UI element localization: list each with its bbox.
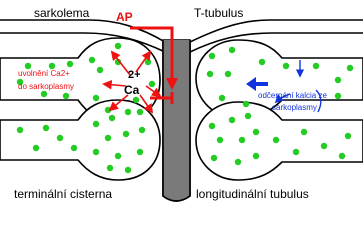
longitudinal-tubule-label: longitudinální tubulus	[196, 187, 309, 201]
t-tubule-label: T-tubulus	[194, 6, 244, 20]
calcium-dot	[253, 129, 259, 135]
calcium-dot	[347, 65, 353, 71]
calcium-dot	[93, 149, 99, 155]
calcium-ion-charge: 2+	[128, 69, 141, 81]
calcium-dot	[149, 81, 155, 87]
calcium-dot	[137, 149, 143, 155]
calcium-release-label-line2: do sarkoplasmy	[18, 82, 75, 91]
calcium-dot	[335, 93, 341, 99]
calcium-dot	[245, 113, 251, 119]
calcium-dot	[139, 127, 145, 133]
calcium-dot	[137, 109, 143, 115]
calcium-dot	[17, 127, 23, 133]
sarcolemma-label: sarkolema	[34, 6, 90, 20]
calcium-dot	[89, 57, 95, 63]
calcium-dot	[43, 125, 49, 131]
calcium-pumping-label-line1: odčerpání kalcia ze	[258, 91, 327, 100]
calcium-dot	[335, 77, 341, 83]
calcium-dot	[229, 117, 235, 123]
calcium-dot	[243, 101, 249, 107]
calcium-dot	[63, 93, 69, 99]
calcium-dot	[93, 121, 99, 127]
calcium-dot	[115, 43, 121, 49]
calcium-dot	[273, 137, 279, 143]
calcium-dot	[67, 61, 73, 67]
calcium-dot	[145, 59, 151, 65]
calcium-dot	[293, 149, 299, 155]
calcium-dot	[125, 109, 131, 115]
terminal-cisterna-lower-left	[0, 100, 160, 180]
calcium-dot	[283, 63, 289, 69]
calcium-dot	[225, 71, 231, 77]
calcium-dot	[211, 155, 217, 161]
calcium-dot	[301, 129, 307, 135]
calcium-dot	[217, 137, 223, 143]
calcium-dot	[33, 145, 39, 151]
calcium-pumping-label-line2: sarkoplasmy	[272, 103, 317, 112]
calcium-dot	[345, 133, 351, 139]
calcium-dot	[125, 167, 131, 173]
action-potential-label: AP	[116, 10, 133, 24]
calcium-dot	[219, 95, 225, 101]
calcium-dot	[253, 153, 259, 159]
calcium-dot	[105, 135, 111, 141]
calcium-dot	[109, 115, 115, 121]
calcium-dot	[41, 91, 47, 97]
calcium-dot	[259, 59, 265, 65]
calcium-dot	[97, 67, 103, 73]
calcium-dot	[71, 145, 77, 151]
calcium-dot	[339, 153, 345, 159]
calcium-dot	[229, 47, 235, 53]
calcium-dot	[321, 143, 327, 149]
calcium-dot	[93, 95, 99, 101]
calcium-release-label-line1: uvolnění Ca2+	[18, 69, 70, 78]
calcium-dot	[209, 53, 215, 59]
calcium-dot	[115, 153, 121, 159]
calcium-dot	[239, 137, 245, 143]
calcium-ion-symbol: Ca	[124, 83, 140, 97]
terminal-cisterna-label: terminální cisterna	[14, 187, 113, 201]
t-tubule-front	[163, 40, 190, 201]
calcium-dot	[207, 71, 213, 77]
calcium-dot	[123, 131, 129, 137]
calcium-dot	[133, 97, 139, 103]
calcium-dot	[313, 63, 319, 69]
calcium-dot	[209, 123, 215, 129]
calcium-dot	[57, 135, 63, 141]
calcium-dot	[235, 159, 241, 165]
calcium-dot	[107, 165, 113, 171]
